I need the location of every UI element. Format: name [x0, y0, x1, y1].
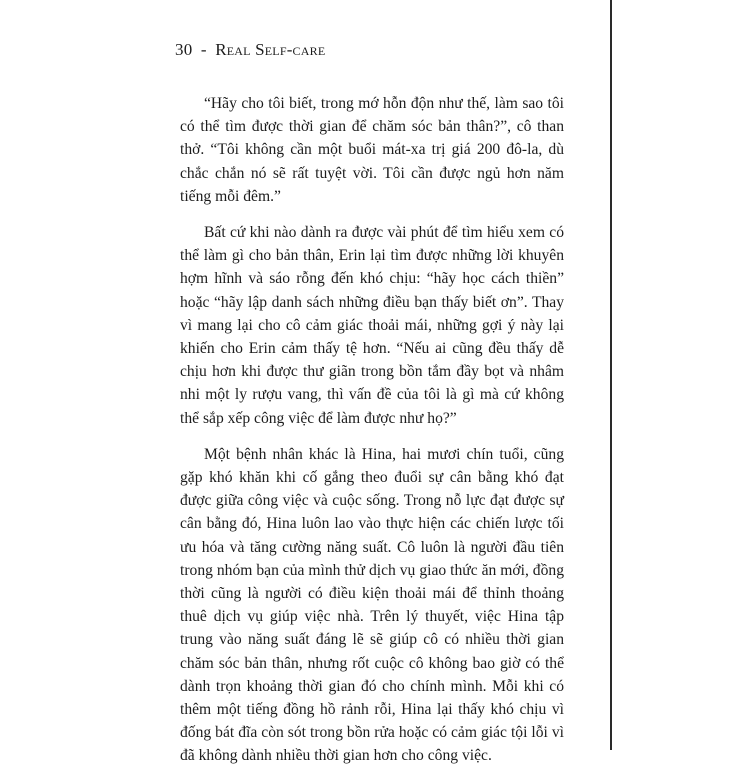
header-separator: - [200, 40, 207, 59]
page-edge-divider [610, 0, 612, 750]
running-header [175, 40, 325, 60]
body-text [180, 92, 564, 781]
paragraph: Bất cứ khi nào dành ra được vài phút để tìm hiểu xem có thể làm gì cho bản thân, Erin lại tìm được những lời khuyên hợm hĩnh và sáo rỗng đến khó chịu: “hãy học cách thiền” hoặc “hãy lập danh sách những điều bạn thấy biết ơn”. Thay vì mang lại cho cô cảm giác thoải mái, những gợi ý này lại khiến cho Erin cảm thấy tệ hơn. “Nếu ai cũng đều thấy dễ chịu hơn khi được thư giãn trong bồn tắm đầy bọt và nhâm nhi một ly rượu vang, thì vấn đề của tôi là gì mà cứ không thể sắp xếp công việc để làm được như họ?” [180, 224, 564, 427]
paragraph: “Hãy cho tôi biết, trong mớ hỗn độn như thế, làm sao tôi có thể tìm được thời gian để chăm sóc bản thân?”, cô than thở. “Tôi không cần một buổi mát-xa trị giá 200 đô-la, dù chắc chắn nó sẽ rất tuyệt vời. Tôi cần được ngủ hơn năm tiếng mỗi đêm.” [180, 95, 564, 205]
page-number: 30 [175, 40, 193, 59]
book-title: Real Self-care [215, 40, 326, 59]
paragraph: Một bệnh nhân khác là Hina, hai mươi chín tuổi, cũng gặp khó khăn khi cố gắng theo đuổi sự cân bằng khó đạt được giữa công việc và cuộc sống. Trong nỗ lực đạt được sự cân bằng đó, Hina luôn lao vào thực hiện các chiến lược tối ưu hóa và tăng cường năng suất. Cô luôn là người đầu tiên trong nhóm bạn của mình thử dịch vụ giao thức ăn mới, đồng thời cũng là người có điều kiện thoải mái để thỉnh thoảng thuê dịch vụ giúp việc nhà. Trên lý thuyết, việc Hina tập trung vào năng suất đáng lẽ sẽ giúp cô có nhiều thời gian chăm sóc bản thân, nhưng rốt cuộc cô không bao giờ có thể dành trọn khoảng thời gian đó cho chính mình. Mỗi khi có thêm một tiếng đồng hồ rảnh rỗi, Hina lại thấy khó chịu vì đống bát đĩa còn sót trong bồn rửa hoặc có cảm giác tội lỗi vì đã không dành nhiều thời gian hơn cho công việc. [180, 445, 564, 765]
